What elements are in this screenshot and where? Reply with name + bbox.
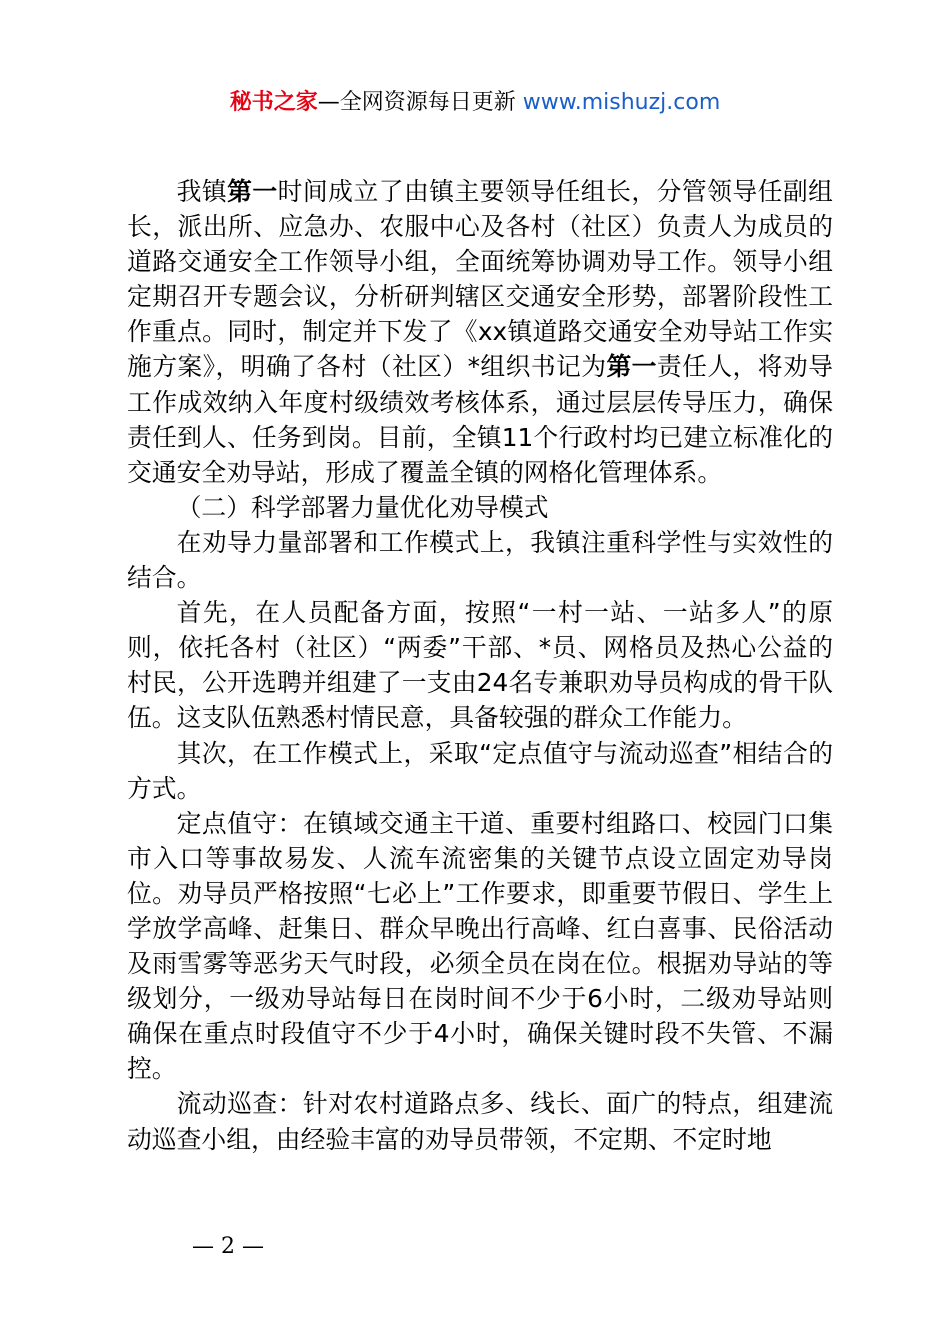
- paragraph-text: 责任人，将劝导工作成效纳入年度村级绩效考核体系，通过层层传导压力，确保责任到人、任务到岗。目前，全镇11个行政村均已建立标准化的交通安全劝导站，形成了覆盖全镇的网格化管理体系。: [127, 352, 833, 487]
- paragraph-text: 我镇: [176, 177, 228, 206]
- site-url[interactable]: www.mishuzj.com: [522, 90, 721, 115]
- paragraph-intro: 在劝导力量部署和工作模式上，我镇注重科学性与实效性的结合。: [127, 527, 833, 593]
- bold-text: 第一: [606, 352, 657, 382]
- paragraph-patrol: 流动巡查：针对农村道路点多、线长、面广的特点，组建流动巡查小组，由经验丰富的劝导员带领，不定期、不定时地: [127, 1089, 833, 1154]
- paragraph-fixed-post: 定点值守：在镇域交通主干道、重要村组路口、校园门口集市入口等事故易发、人流车流密集的关键节点设立固定劝导岗位。劝导员严格按照“七必上”工作要求，即重要节假日、学生上学放学高峰、赶集日、群众早晚出行高峰、红白喜事、民俗活动及雨雪雾等恶劣天气时段，必须全员在岗在位。根据劝导站的等级划分，一级劝导站每日在岗时间不少于6小时，二级劝导站则确保在重点时段值守不少于4小时，确保关键时段不失管、不漏控。: [127, 808, 833, 1084]
- paragraph-leadership-group: [127, 174, 833, 490]
- document-body: [127, 174, 833, 1157]
- paragraph-staffing: 首先，在人员配备方面，按照“一村一站、一站多人”的原则，依托各村（社区）“两委”干部、*员、网格员及热心公益的村民，公开选聘并组建了一支由24名专兼职劝导员构成的骨干队伍。这支队伍熟悉村情民意，具备较强的群众工作能力。: [127, 598, 833, 733]
- document-header: [0, 88, 950, 118]
- paragraph-text: 时间成立了由镇主要领导任组长，分管领导任副组长，派出所、应急办、农服中心及各村（社区）负责人为成员的道路交通安全工作领导小组，全面统筹协调劝导工作。领导小组定期召开专题会议，分析研判辖区交通安全形势，部署阶段性工作重点。同时，制定并下发了《xx镇道路交通安全劝导站工作实施方案》，明确了各村（社区）*组织书记为: [127, 177, 833, 382]
- site-brand: 秘书之家: [229, 90, 318, 115]
- page-number: — 2 —: [192, 1234, 264, 1259]
- paragraph-work-mode: 其次，在工作模式上，采取“定点值守与流动巡查”相结合的方式。: [127, 738, 833, 803]
- section-heading: （二）科学部署力量优化劝导模式: [176, 492, 549, 522]
- bold-text: 第一: [227, 177, 278, 206]
- site-tagline: —全网资源每日更新: [317, 90, 523, 115]
